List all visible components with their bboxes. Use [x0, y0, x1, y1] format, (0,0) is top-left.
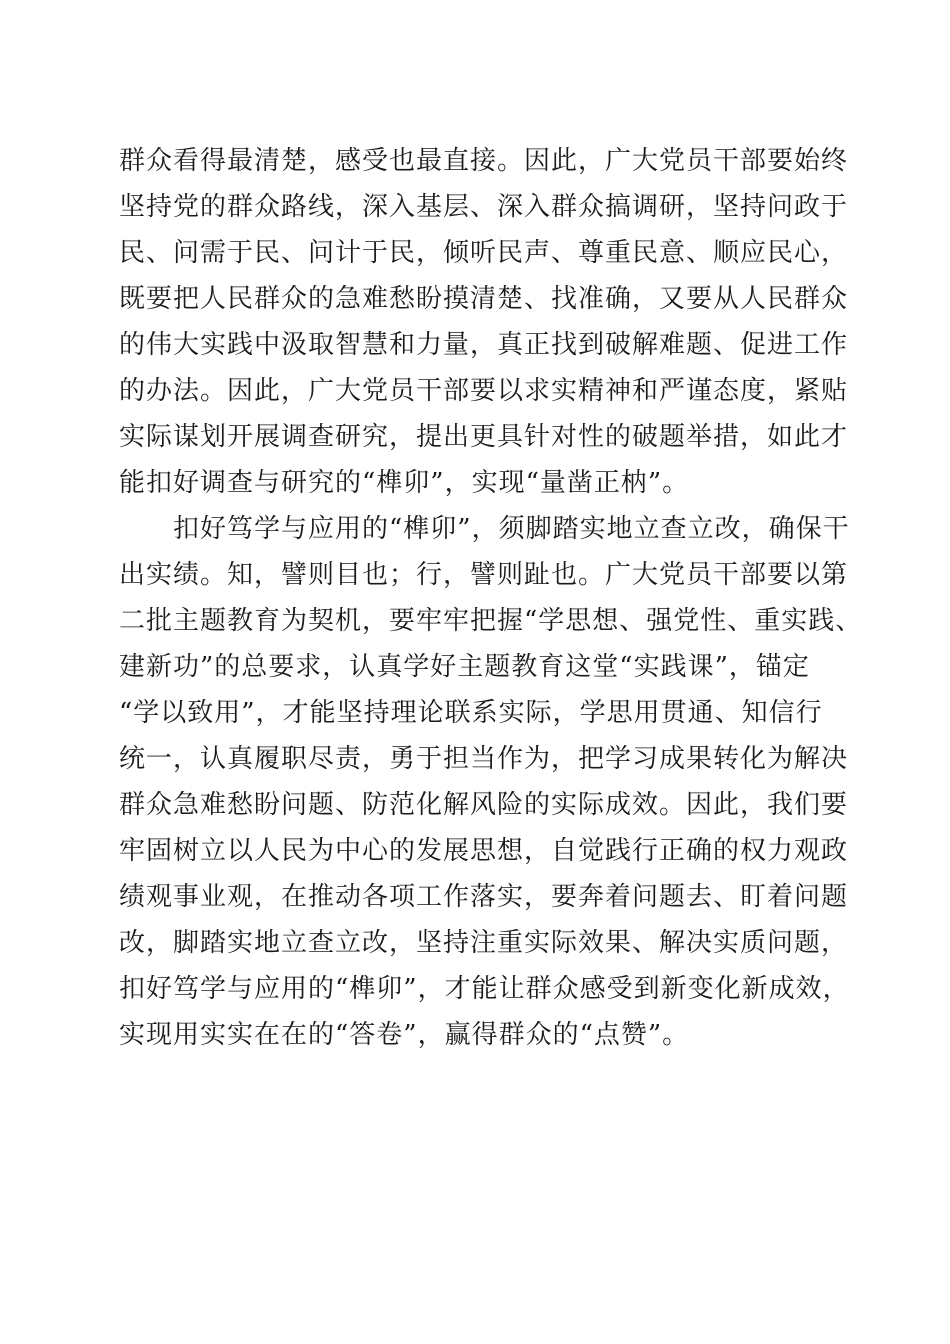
text-line: 扣好笃学与应用的“榫卯”，须脚踏实地立查立改，确保干	[119, 514, 850, 544]
body-text	[119, 138, 863, 1058]
text-line: 绩观事业观，在推动各项工作落实，要奔着问题去、盯着问题	[119, 882, 849, 912]
text-line: 二批主题教育为契机，要牢牢把握“学思想、强党性、重实践、	[119, 606, 863, 636]
text-line: 实现用实实在在的“答卷”，赢得群众的“点赞”。	[119, 1020, 690, 1050]
text-line: 的伟大实践中汲取智慧和力量，真正找到破解难题、促进工作	[119, 330, 849, 360]
text-line: 改，脚踏实地立查立改，坚持注重实际效果、解决实质问题，	[119, 928, 849, 958]
text-line: 能扣好调查与研究的“榫卯”，实现“量凿正枘”。	[119, 468, 690, 498]
text-line: 民、问需于民、问计于民，倾听民声、尊重民意、顺应民心，	[119, 238, 849, 268]
text-line: 的办法。因此，广大党员干部要以求实精神和严谨态度，紧贴	[119, 376, 849, 406]
text-line: 牢固树立以人民为中心的发展思想，自觉践行正确的权力观政	[119, 836, 849, 866]
text-line: 既要把人民群众的急难愁盼摸清楚、找准确，又要从人民群众	[119, 284, 849, 314]
text-line: “学以致用”，才能坚持理论联系实际，学思用贯通、知信行	[119, 698, 823, 728]
text-line: 坚持党的群众路线，深入基层、深入群众搞调研，坚持问政于	[119, 192, 849, 222]
text-line: 建新功”的总要求，认真学好主题教育这堂“实践课”，锚定	[119, 652, 810, 682]
text-line: 群众急难愁盼问题、防范化解风险的实际成效。因此，我们要	[119, 790, 849, 820]
text-line: 实际谋划开展调查研究，提出更具针对性的破题举措，如此才	[119, 422, 849, 452]
text-line: 群众看得最清楚，感受也最直接。因此，广大党员干部要始终	[119, 146, 849, 176]
text-line: 扣好笃学与应用的“榫卯”，才能让群众感受到新变化新成效，	[119, 974, 850, 1004]
text-line: 统一，认真履职尽责，勇于担当作为，把学习成果转化为解决	[119, 744, 849, 774]
text-line: 出实绩。知，譬则目也；行，譬则趾也。广大党员干部要以第	[119, 560, 849, 590]
